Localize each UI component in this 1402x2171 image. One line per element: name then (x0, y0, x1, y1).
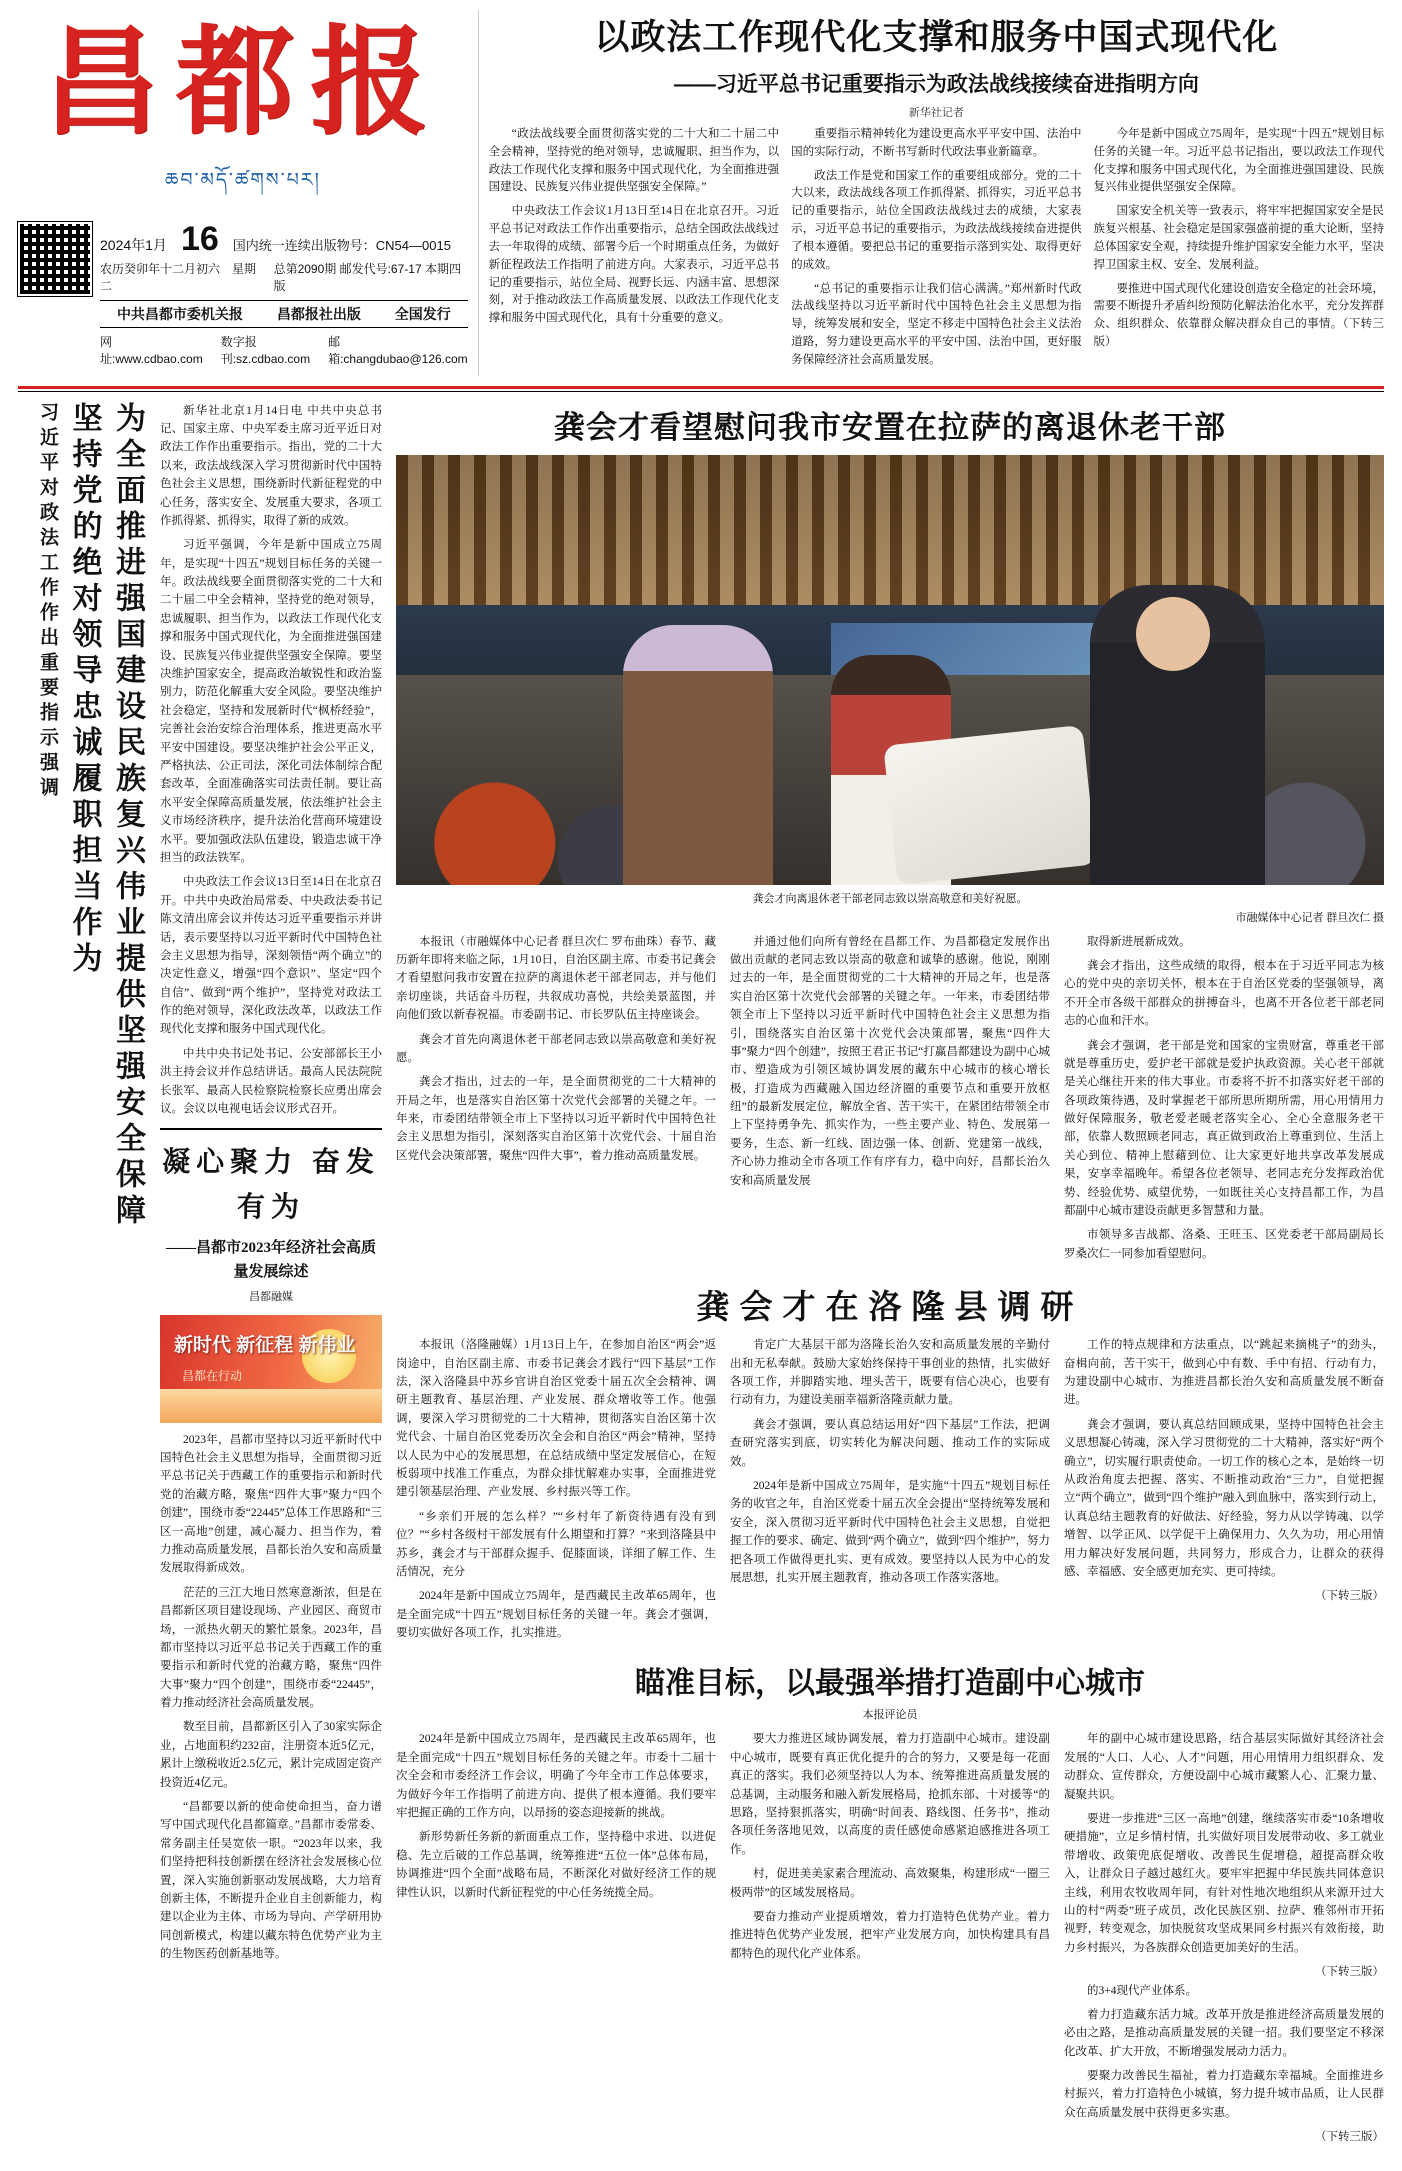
lead-column-2 (791, 126, 1081, 376)
paragraph: “昌都要以新的使命使命担当，奋力谱写中国式现代化昌都篇章。”昌都市委常委、常务副主任吴宽依一职。“2023年以来，我们坚持把科技创新摆在经济社会发展核心位置，深入实施创新驱动发展战略，大力培育创新主体，不断提升企业自主创新能力，构建以企业为主体、市场为导向、产学研用协同创新模式，构建以藏东特色优势产业为主的生物医药创新基地等。 (160, 1801, 382, 1961)
paragraph: “政法战线要全面贯彻落实党的二十大和二十届二中全会精神，坚持党的绝对领导，忠诚履职、担当作为，以政法工作现代化支撑和服务中国式现代化，为全面推进强国建设、民族复兴伟业提供坚强安全保障。” (488, 128, 780, 194)
banner-hill (160, 1389, 382, 1423)
banner-title: 新时代 新征程 新伟业 (174, 1334, 356, 1356)
digital-edition-link[interactable]: 数字报刊:sz.cdbao.com (220, 334, 311, 366)
paragraph: 2024年是新中国成立75周年，是实施“十四五”规划目标任务的收官之年，自治区党委十届五次全会提出“坚持统筹发展和安全，深入贯彻习近平新时代中国特色社会主义思想，自觉把握工作的要求、确定、做到“两个确立”，做到“四个维护”，努力把各项工作做得更扎实、更有成效。要坚持以人民为中心的发展思想，扎实开展主题教育，推动各项工作落实落地。 (730, 1479, 1050, 1584)
paragraph: 龚会才强调，老干部是党和国家的宝贵财富，尊重老干部就是尊重历史，爱护老干部就是爱护执政资源。关心老干部就是关心继往开来的伟大事业。市委将不折不扣落实好老干部的各项政策待遇，及时掌握老干部所思所期所需，用心用情用力做好保障服务，敬老爱老暖老落实全心、全心全意服务老干部，依靠人数照顾老同志，真正做到政治上尊重到位、生活上关心到位、精神上慰藉到位、让大家更好地共享改革发展成果，安享幸福晚年。希望各位老领导、老同志充分发挥政治优势、经验优势、威望优势，一如既往关心支持昌都工作，为昌都副中心城市建设贡献更多智慧和力量。 (1064, 1039, 1384, 1218)
paragraph: 龚会才强调，要认真总结回顾成果，坚持中国特色社会主义思想凝心铸魂，深入学习贯彻党的二十大精神，落实好“两个确立”，切实履行职责使命。一切工作的核心之本，是始终一切从政治角度去把握、落实、不断推动政治“三力”，自觉把握立“两个确立”，做到“四个维护”融入到血脉中，落实到行动上，认真总结主题教育的好做法、好经验，努力从以学铸魂、以学增智、以学正风、以学促干上确保用力、久久为功，用心用情用力解决好发展问题，共同努力，形成合力，让群众的获得感、幸福感、安全感更加充实、更可持续。 (1064, 1418, 1384, 1578)
feature-column-3 (1064, 933, 1384, 1270)
org-line-2: 昌都报社出版 (276, 305, 361, 322)
ningxin-byline: 昌都融媒 (249, 1291, 293, 1303)
continue-note-luolong[interactable]: （下转三版） (1315, 1590, 1384, 1603)
paragraph: 着力打造藏东活力城。改革开放是推进经济高质量发展的必由之路，是推动高质量发展的关键一招。我们要坚定不移深化改革、扩大开放，不断增强发展动力活力。 (1064, 2008, 1384, 2058)
paragraph: 2024年是新中国成立75周年，是西藏民主改革65周年，也是全面完成“十四五”规划目标任务的关键之年。市委十二届十次全会和市委经济工作会议，明确了今年全市工作总体要求，为做好今年工作指明了前进方向、提供了根本遵循。我们要牢牢把握正确的工作方向，以昂扬的姿态迎接新的挑战。 (396, 1733, 716, 1820)
website-link[interactable]: 网 址:www.cdbao.com (100, 334, 203, 366)
paragraph: 要聚力改善民生福祉，着力打造藏东幸福城。全面推进乡村振兴，着力打造特色小城镇，努力提升城市品质，让人民群众在高质量发展中获得更多实惠。 (1064, 2070, 1384, 2119)
luolong-column-2 (730, 1336, 1050, 1648)
paragraph: 龚会才强调，要认真总结运用好“四下基层”工作法，把调查研究落实到底，切实转化为解决问题、推动工作的实际成效。 (730, 1418, 1050, 1468)
right-area (396, 402, 1384, 2147)
editorial-columns (396, 1730, 1384, 2146)
vertical-headline-3: 习近平对政法工作作出重要指示强调 (37, 401, 58, 802)
lead-byline: 新华社记者 (908, 107, 964, 119)
feature-columns (396, 933, 1384, 1270)
feature-column-2 (730, 933, 1050, 1270)
tibetan-title: ཆབ་མདོ་ཚགས་པར། (164, 168, 321, 191)
paragraph: 中央政法工作会议1月13日至14日在北京召开。习近平总书记对政法工作作出重要指示，总结全国政法战线过去一年取得的成绩、部署今后一个时期重点任务，为做好新征程政法工作指明了前进方向。大家表示，习近平总书记的重要指示，站位全局、视野长远、内涵丰富、思想深刻，对于推动政法工作高质量发展、以政法工作现代化支撑和服务中国式现代化，具有十分重要的意义。 (488, 205, 780, 325)
masthead-dates (100, 219, 468, 367)
paragraph: 年的副中心城市建设思路，结合基层实际做好其经济社会发展的“人口、人心、人才”问题，用心用情用力组织群众、发动群众、宣传群众，方便设副中心城市藏繁人心、汇聚力量、凝聚共识。 (1064, 1733, 1384, 1801)
lunar-date: 农历癸卯年十二月初六 星期二 (100, 261, 257, 293)
feature-column-1 (396, 933, 716, 1270)
email-link[interactable]: 邮 箱:changdubao@126.com (328, 334, 468, 366)
divider-thin (18, 391, 1384, 392)
paragraph: 2023年，昌都市坚持以习近平新时代中国特色社会主义思想为指导，全面贯彻习近平总书记关于西藏工作的重要指示和新时代党的治藏方略，聚焦“四件大事”聚力“四个创建”，围绕市委“22445”总体工作思路和“三区一高地”创建，减心凝力、担当作为，着力推动高质量发展，昌都长治久安和高质量发展取得新成效。 (160, 1433, 382, 1575)
lead-column-3 (1094, 126, 1384, 376)
org-line-1: 中共昌都市委机关报 (116, 305, 243, 322)
photo-face (1136, 597, 1210, 671)
paragraph: 重要指示精神转化为建设更高水平平安中国、法治中国的实际行动，不断书写新时代政法事业新篇章。 (791, 128, 1082, 158)
paragraph: 国家安全机关等一致表示，将牢牢把握国家安全是民族复兴根基、社会稳定是国家强盛前提的重大论断，坚持总体国家安全观，持续提升维护国家安全能力水平，坚决捍卫国家主权、安全、发展利益。 (1093, 205, 1384, 271)
editorial-column-2 (730, 1730, 1050, 2146)
lead-columns (489, 126, 1384, 376)
lead-article (478, 10, 1384, 376)
total-issue: 总第2090期 邮发代号:67-17 本期四版 (273, 261, 461, 293)
ningxin-subheadline: ——昌都市2023年经济社会高质量发展综述 (165, 1240, 376, 1280)
masthead (18, 10, 1384, 376)
masthead-left (18, 10, 468, 367)
qr-code-icon[interactable] (18, 222, 92, 296)
paragraph: 龚会才指出，过去的一年，是全面贯彻党的二十大精神的开局之年，也是落实自治区第十次党代会部署的关键之年。一年来，市委团结带领全市上下坚持以习近平新时代中国特色社会主义思想为指引，深刻落实自治区第十次党代会、十届自治区党代会决策部署，聚焦“四件大事”，着力推动高质量发展。 (396, 1076, 716, 1162)
paragraph: 新形势新任务新的新面重点工作，坚持稳中求进、以进促稳、先立后破的工作总基调，统筹推进“五位一体”总体布局，协调推进“四个全面”战略布局，不断深化对做好经济工作的规律性认识，以新时代新征程党的中心任务统揽全局。 (396, 1831, 716, 1899)
vertical-headline-block (18, 402, 146, 2147)
editorial-byline: 本报评论员 (862, 1709, 918, 1722)
issn-line: 国内统一连续出版物号：CN54—0015 (232, 237, 451, 253)
campaign-banner-image (160, 1315, 382, 1423)
photo-khata-scarf (883, 724, 1097, 884)
newspaper-title: 昌都报 (41, 18, 444, 149)
banner-subtitle: 昌都在行动 (182, 1368, 243, 1383)
continue-note-editorial[interactable]: （下转三版） (1315, 2131, 1384, 2144)
paragraph: 习近平强调，今年是新中国成立75周年，是实现“十四五”规划目标任务的关键一年。政法战线要全面贯彻落实党的二十大和二十届二中全会精神，坚持党的绝对领导，忠诚履职、担当作为，以政法工作现代化支撑和服务中国式现代化，为全面推进强国建设、民族复兴伟业提供坚强安全保障。要坚决维护国家安全，提高政治敏锐性和政治鉴别力，防范化解重大安全风险。要坚决维护社会稳定，坚持和发展新时代“枫桥经验”，完善社会治安综合治理体系，推进更高水平平安中国建设。要坚决维护社会公平正义，严格执法、公正司法，深化司法体制综合配套改革，全面准确落实司法责任制。要让高水平安全保障高质量发展，依法维护社会主义市场经济秩序，提升法治化营商环境建设水平。要加强政法队伍建设，锻造忠诚干净担当的政法铁军。 (160, 539, 382, 864)
paragraph-lead: 本报讯（洛隆融媒）1月13日上午，在参加自治区“两会”返岗途中，自治区副主席、市委书记龚会才践行“四下基层”工作法，深入洛隆县中苏乡官讲自治区党委十届五次全会精神、调研主题教育、基层治理、产业发展、群众增收等工作。他强调，要深入学习贯彻党的二十大精神，贯彻落实自治区第十次党代会、十届自治区党委历次全会和自治区“两会”精神，坚持以人民为中心的发展思想，在总结成绩中坚定发展信心，在短板弱项中找准工作重点，为群众排忧解难办实事，全面推进党建引领基层治理、产业发展、乡村振兴等工作。 (396, 1339, 716, 1499)
paragraph: 新华社北京1月14日电 中共中央总书记、国家主席、中央军委主席习近平近日对政法工作作出重要指示。指出，党的二十大以来，政法战线深入学习贯彻新时代中国特色社会主义思想，围绕新时代新征程党的中心任务，落实安全、发展重大要求，各项工作抓得紧、抓得实，取得了新的成效。 (160, 404, 382, 527)
luolong-column-1 (396, 1336, 716, 1648)
paragraph: 要进一步推进“三区一高地”创建，继续落实市委“10条增收硬措施”，立足乡情村情，扎实做好项目发展带动收、多工就业带增收、政策兜底促增收、改善民生促增稳，超提高群众收入，让群众日子越过越红火。要牢牢把握中华民族共同体意识主线，利用农牧收周年同，有针对性地次地组织从来源开过大山的村“两委”班子成员，改化民族区别、拉萨、雅邻州市开拓视野，转变观念，加快脱贫攻坚成果同乡村振兴有效衔接，助力乡村振兴，为各族群众创造更加美好的生活。 (1064, 1813, 1384, 1954)
masthead-info (18, 219, 468, 367)
photo-credit: 市融媒体中心记者 群旦次仁 摄 (1235, 911, 1384, 924)
divider-red (18, 386, 1384, 389)
paragraph: 工作的特点规律和方法重点，以“跳起来摘桃子”的劲头，奋楫向前，苦干实干，做到心中有数、手中有招、行动有力，为建设副中心城市、为推进昌都长治久安和高质量发展不断奋进。 (1064, 1339, 1384, 1407)
lead-column-1 (489, 126, 779, 376)
paragraph: 村，促进美美家素合理流动、高效聚集，构建形成“一圈三极两带”的区域发展格局。 (730, 1868, 1050, 1899)
paragraph: 中央政法工作会议13日至14日在北京召开。中共中央政治局常委、中央政法委书记陈文清出席会议并传达习近平重要指示并讲话，表示要坚持以习近平新时代中国特色社会主义思想为指导，深刻领悟“两个确立”的决定性意义，增强“四个意识”、坚定“四个自信”、做到“两个维护”，坚持党对政法工作的绝对领导，深化政法改革，以政法工作现代化支撑和服务中国式现代化。 (160, 876, 382, 1036)
editorial-column-3 (1064, 1730, 1384, 2146)
luolong-columns (396, 1336, 1384, 1648)
vertical-headline-2: 坚持党的绝对领导忠诚履职担当作为 (67, 401, 101, 978)
feature-headline: 龚会才看望慰问我市安置在拉萨的离退休老干部 (554, 409, 1226, 445)
paragraph: 龚会才指出，这些成绩的取得，根本在于习近平同志为核心的党中央的亲切关怀，根本在于自治区党委的坚强领导，离不开全市各级干部群众的拼搏奋斗，也离不开各位老干部老同志的心血和汗水。 (1064, 959, 1384, 1028)
gregorian-date: 2024年1月 (100, 236, 167, 253)
paragraph: 2024年是新中国成立75周年，是西藏民主改革65周年，也是全面完成“十四五”规划目标任务的关键一年。龚会才强调，要切实做好各项工作，扎实推进。 (396, 1590, 716, 1640)
divider (160, 1128, 382, 1130)
ningxin-headline: 凝心聚力 奋发有为 (162, 1146, 380, 1223)
photo-figure-elder (623, 625, 773, 885)
main-content (18, 402, 1384, 2147)
luolong-headline: 龚会才在洛隆县调研 (696, 1288, 1084, 1326)
photo-ceiling (396, 455, 1384, 605)
paragraph: 茫茫的三江大地日然寒意渐浓，但是在昌都新区项目建设现场、产业园区、商贸市场，一派热火朝天的繁忙景象。2023年，昌都市坚持以习近平总书记关于西藏工作的重要指示和新时代党的治藏方略，聚焦“四件大事”聚力“四个创建”，围绕市委“22445”，着力推动经济社会高质量发展。 (160, 1586, 382, 1710)
paragraph: 政法工作是党和国家工作的重要组成部分。党的二十大以来，政法战线各项工作抓得紧、抓得实，习近平总书记的重要指示，站位全国政法战线过去的成绩，大家表示，习近平总书记的重要指示，为政法战线接续奋进提供了根本遵循。要把总书记的重要指示落到实处、取得更好的成效。 (791, 169, 1082, 271)
luolong-column-3 (1064, 1336, 1384, 1648)
editorial-column-1 (396, 1730, 716, 2146)
photo-figure-official (1090, 585, 1265, 885)
issue-number: 16 (180, 219, 219, 258)
paragraph: 中共中央书记处书记、公安部部长王小洪主持会议并作总结讲话。最高人民法院院长张军、最高人民检察院检察长应勇出席会议。会议以电视电话会议形式召开。 (160, 1047, 382, 1116)
paragraph: 的3+4现代产业体系。 (1087, 1984, 1197, 1997)
paragraph-lead: 本报讯（市融媒体中心记者 群旦次仁 罗布曲珠）春节、藏历新年即将来临之际，1月10日，自治区副主席、市委书记龚会才看望慰问我市安置在拉萨的离退休老干部老同志，并与他们亲切座谈，共话奋斗历程，共叙成功喜悦，共绘美景蓝图，并向他们致以新春祝福。市委副书记、市长罗队伍主持座谈会。 (396, 935, 716, 1022)
continue-note-editorial-mid[interactable]: （下转三版） (1315, 1966, 1384, 1979)
paragraph: 数至目前，昌都新区引入了30家实际企业，占地面积约232亩，注册资本近5亿元，累计上缴税收近2.5亿元，累计完成固定资产投资近4亿元。 (160, 1721, 382, 1789)
paragraph: 今年是新中国成立75周年，是实现“十四五”规划目标任务的关键一年。习近平总书记指出，要以政法工作现代化支撑和服务中国式现代化，为全面推进强国建设、民族复兴伟业提供坚强安全保障。 (1093, 128, 1384, 194)
paragraph: 市领导多吉战都、洛桑、王旺玉、区党委老干部局副局长罗桑次仁一同参加看望慰问。 (1064, 1229, 1384, 1260)
paragraph: 龚会才首先向离退休老干部老同志致以崇高敬意和美好祝愿。 (396, 1033, 716, 1064)
feature-photo (396, 455, 1384, 885)
paragraph: 要大力推进区域协调发展，着力打造副中心城市。建设副中心城市，既要有真正优化提升的合的努力，又要是每一花面真正的落实。我们必须坚持以人为本、统筹推进高质量发展的总基调，主动服务和融入新发展格局，抢抓东部、十对援等“的思路，坚持狠抓落实，明确“时间表、路线图、任务书”，推动各项任务落地见效，以高度的责任感使命感紧迫感推进各项工作。 (730, 1733, 1050, 1856)
paragraph: 取得新进展新成效。 (1087, 935, 1191, 948)
paragraph: 肯定广大基层干部为洛隆长治久安和高质量发展的辛勤付出和无私奉献。鼓励大家始终保持干事创业的热情，扎实做好各项工作，并脚踏实地、埋头苦干，既要有信心决心，也要有行动有力，为建设美丽幸福新洛隆贡献力量。 (730, 1339, 1050, 1407)
paragraph: 并通过他们向所有曾经在昌都工作、为昌都稳定发展作出做出贡献的老同志致以崇高的敬意和诚挚的感谢。他说，刚刚过去的一年，是全面贯彻党的二十大精神的开局之年，也是落实自治区第十次党代会部署的关键之年。一年来，市委团结带领全市上下坚持以习近平新时代中国特色社会主义思想为指引，围绕落实自治区第十次党代会决策部署，聚焦“四件大事”聚力“四个创建”，按照王君正书记“打赢昌都建设为副中心城市、塑造成为引领区域协调发展的藏东中心城市的核心增长极，打造成为西藏融入国边经济圈的重要节点和重要开放枢纽”的最新发展定位，解放全省、苦干实干，在紧团结带领全市上下坚持勇争先、抓实作为，一些主要产业、特色、发展第一要务，生态、新一红线、固边强一体、创新、党建第一战线，齐心协力推动全市各项工作有序有力，稳中向好，昌都长治久安和高质量发展 (730, 935, 1050, 1187)
lead-subheadline: ——习近平总书记重要指示为政法战线接续奋进指明方向 (673, 73, 1199, 96)
left-article-text (160, 402, 382, 2147)
paragraph: 要推进中国式现代化建设创造安全稳定的社会环境，需要不断提升矛盾纠纷预防化解法治化水平，充分发挥群众、组织群众、依靠群众解决群众自己的事情。（下转三版） (1093, 282, 1384, 348)
photo-caption: 龚会才向离退休老干部老同志致以崇高敬意和美好祝愿。 (752, 892, 1028, 905)
org-line-3: 全国发行 (394, 305, 451, 322)
lead-headline: 以政法工作现代化支撑和服务中国式现代化 (594, 18, 1279, 57)
editorial-headline: 瞄准目标，以最强举措打造副中心城市 (635, 1667, 1145, 1701)
paragraph: 要奋力推动产业提质增效，着力打造特色优势产业。着力推进特色优势产业发展，把牢产业发展方向，加快构建具有昌都特色的现代化产业体系。 (730, 1910, 1050, 1960)
vertical-headline-1: 为全面推进强国建设民族复兴伟业提供坚强安全保障 (111, 401, 144, 1230)
paragraph: “乡亲们开展的怎么样？”“乡村年了新资待遇有没有到位？”“乡村各级村干部发展有什么期望和打算？”来到洛隆县中苏乡，龚会才与干部群众握手、促膝面谈，详细了解工作、生活情况，充分 (396, 1510, 716, 1578)
paragraph: “总书记的重要指示让我们信心满满。”郑州新时代政法战线坚持以习近平新时代中国特色社会主义思想为指导，统筹发展和安全，坚定不移走中国特色社会主义法治道路，努力建设更高水平的平安中国、法治中国，更好服务保障经济社会高质量发展。 (791, 282, 1082, 366)
